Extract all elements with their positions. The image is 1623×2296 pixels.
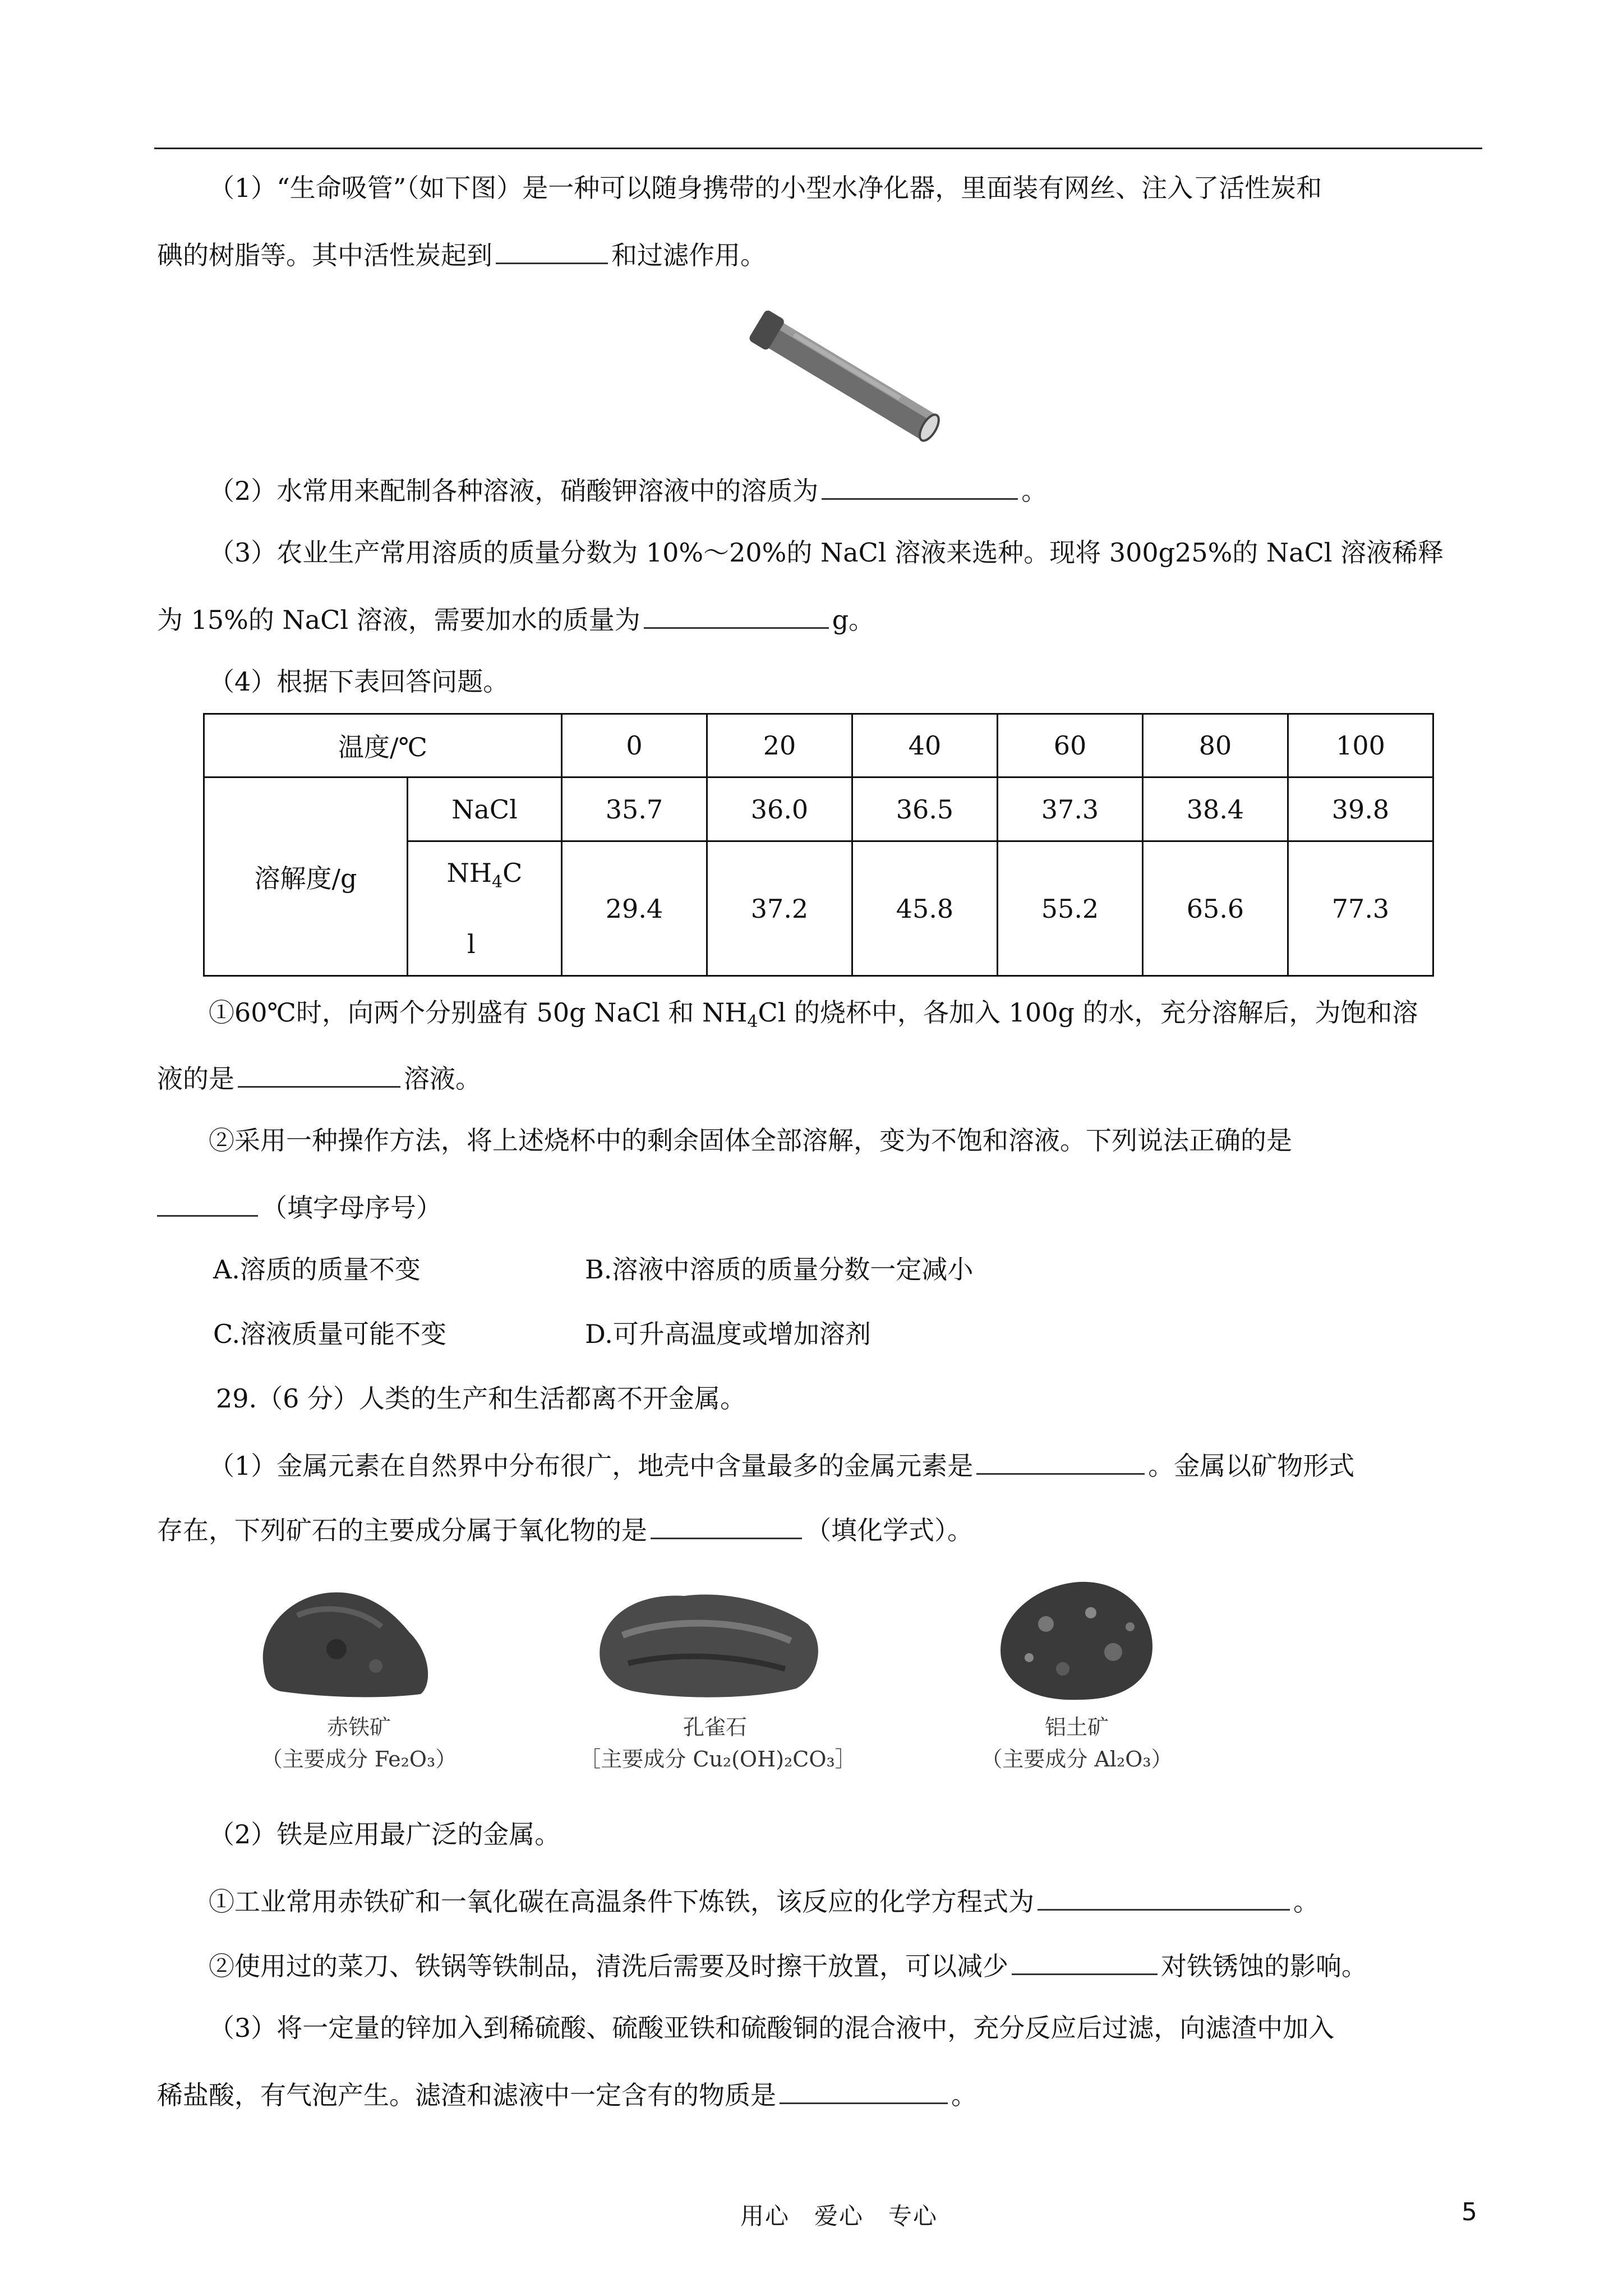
bauxite-name: 铝土矿 [1044,1715,1109,1740]
footer-motto: 用心 爱心 专心 [740,2202,938,2230]
q28-p3-line1: （3）农业生产常用溶质的质量分数为 10%～20%的 NaCl 溶液来选种。现将 300g25%的 NaCl 溶液稀释 [209,537,1444,568]
q28-s1-line2: 液的是 溶液。 [157,1059,481,1096]
option-a: A.溶质的质量不变 [213,1254,421,1285]
q28-p1-line1: （1）“生命吸管”（如下图）是一种可以随身携带的小型水净化器，里面装有网丝、注入了活性炭和 [209,173,1322,203]
answer-blank[interactable] [1038,1882,1290,1911]
table-header-temperature: 温度/℃ [204,714,562,777]
answer-blank[interactable] [780,2076,948,2104]
option-b: B.溶液中溶质的质量分数一定减小 [585,1254,974,1285]
nh4cl-cell: 29.4 [562,841,707,976]
answer-blank[interactable] [644,600,829,629]
temp-cell: 0 [562,714,707,777]
hematite-image [252,1582,443,1705]
q28-s2-line2: （填字母序号） [157,1188,442,1225]
page-number: 5 [1461,2198,1477,2226]
temp-cell: 60 [998,714,1143,777]
q29-title: 29.（6 分）人类的生产和生活都离不开金属。 [216,1383,746,1414]
q28-p3-line2: 为 15%的 NaCl 溶液，需要加水的质量为 g。 [157,600,874,637]
q29-p1-line2: 存在，下列矿石的主要成分属于氧化物的是 （填化学式）。 [157,1511,973,1547]
q29-p2-1: ①工业常用赤铁矿和一氧化碳在高温条件下炼铁，该反应的化学方程式为 。 [209,1882,1319,1918]
bauxite-image [984,1573,1164,1708]
answer-blank[interactable] [238,1059,400,1088]
solubility-table [203,713,1434,977]
nh4cl-cell: 65.6 [1143,841,1288,976]
q28-p4: （4）根据下表回答问题。 [209,666,509,697]
nh4cl-label: $NH_4C$ l [408,841,562,976]
malachite-name: 孔雀石 [683,1715,747,1740]
nacl-cell: 36.5 [852,777,998,841]
nacl-cell: 38.4 [1143,777,1288,841]
malachite-image [594,1579,830,1708]
answer-blank[interactable] [651,1511,802,1539]
q28-p2: （2）水常用来配制各种溶液，硝酸钾溶液中的溶质为 。 [209,471,1047,508]
q28-p1-line2: 碘的树脂等。其中活性炭起到 和过滤作用。 [157,236,766,272]
bauxite-composition: （主要成分 Al₂O₃） [981,1747,1173,1772]
temp-cell: 20 [707,714,852,777]
nacl-cell: 35.7 [562,777,707,841]
answer-blank[interactable] [976,1446,1145,1475]
nh4cl-cell: 37.2 [707,841,852,976]
answer-blank[interactable] [157,1188,258,1217]
header-rule [154,148,1482,149]
life-straw-image [740,307,953,448]
nacl-cell: 36.0 [707,777,852,841]
answer-blank[interactable] [1012,1947,1158,1975]
nh4cl-cell: 45.8 [852,841,998,976]
q28-s2-line1: ②采用一种操作方法，将上述烧杯中的剩余固体全部溶解，变为不饱和溶液。下列说法正确的是 [209,1125,1292,1156]
nh4cl-cell: 77.3 [1288,841,1433,976]
nacl-label: NaCl [408,777,562,841]
temp-cell: 80 [1143,714,1288,777]
nacl-cell: 37.3 [998,777,1143,841]
q28-s1-line1: ①60℃时，向两个分别盛有 50g NaCl 和 $NH_4Cl$ 的烧杯中，各加入 100g 的水，充分溶解后，为饱和溶 [209,997,1418,1032]
hematite-composition: （主要成分 Fe₂O₃） [261,1747,457,1772]
answer-blank[interactable] [496,236,608,264]
malachite-composition: ［主要成分 Cu₂(OH)₂CO₃］ [579,1747,856,1772]
option-c: C.溶液质量可能不变 [213,1319,447,1349]
hematite-name: 赤铁矿 [326,1715,391,1740]
row-group-solubility: 溶解度/g [204,777,408,976]
q29-p1-line1: （1）金属元素在自然界中分布很广，地壳中含量最多的金属元素是 。金属以矿物形式 [209,1446,1354,1483]
q29-p3-line2: 稀盐酸，有气泡产生。滤渣和滤液中一定含有的物质是 。 [157,2076,977,2112]
temp-cell: 40 [852,714,998,777]
temp-cell: 100 [1288,714,1433,777]
answer-blank[interactable] [822,471,1018,500]
nh4cl-cell: 55.2 [998,841,1143,976]
option-d: D.可升高温度或增加溶剂 [585,1319,871,1349]
q29-p2: （2）铁是应用最广泛的金属。 [209,1819,561,1849]
nacl-cell: 39.8 [1288,777,1433,841]
q29-p2-2: ②使用过的菜刀、铁锅等铁制品，清洗后需要及时擦干放置，可以减少 对铁锈蚀的影响。 [209,1947,1367,1983]
q29-p3-line1: （3）将一定量的锌加入到稀硫酸、硫酸亚铁和硫酸铜的混合液中，充分反应后过滤，向滤渣中加入 [209,2013,1335,2043]
